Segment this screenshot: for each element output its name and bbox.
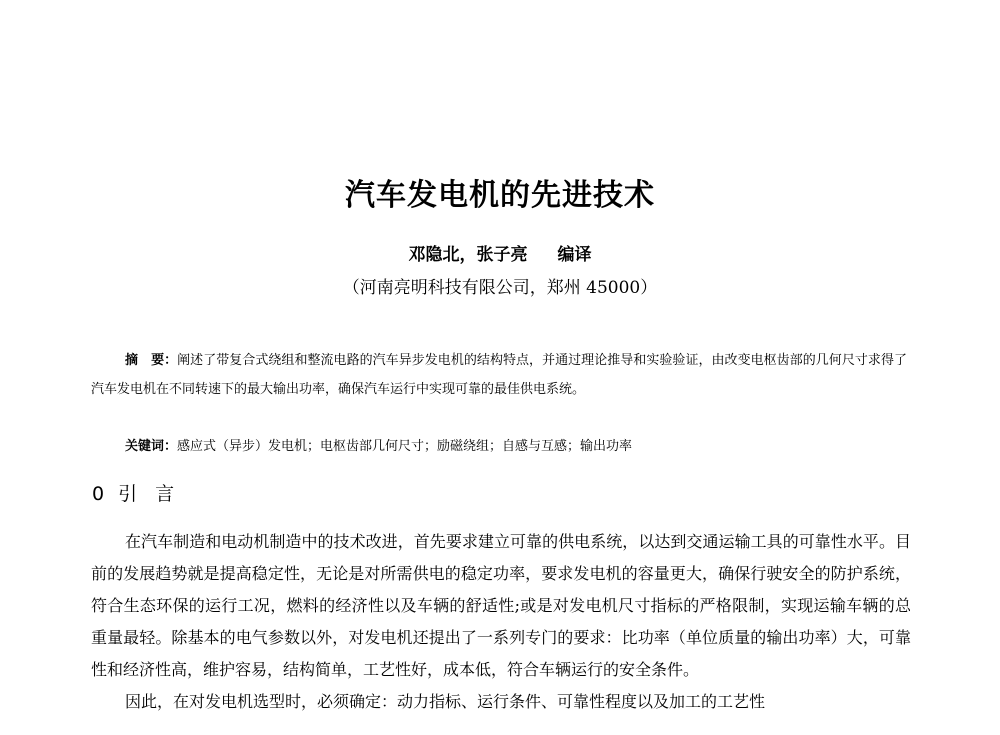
paragraph: 因此，在对发电机选型时，必须确定：动力指标、运行条件、可靠性程度以及加工的工艺性	[125, 692, 766, 711]
abstract-label: 摘 要：	[125, 353, 178, 368]
abstract	[91, 346, 907, 404]
paragraph: 在汽车制造和电动机制造中的技术改进，首先要求建立可靠的供电系统，以达到交通运输工具的可靠性水平。目前的发展趋势就是提高稳定性，无论是对所需供电的稳定功率，要求发电机的容量更大，确保行驶安全的防护系统，符合生态环保的运行工况，燃料的经济性以及车辆的舒适性;或是对发电机尺寸指标的严格限制，实现运输车辆的总重量最轻。除基本的电气参数以外，对发电机还提出了一系列专门的要求：比功率（单位质量的输出功率）大，可靠性和经济性高，维护容易，结构简单，工艺性好，成本低，符合车辆运行的安全条件。	[91, 532, 911, 679]
section-heading	[92, 481, 174, 507]
affiliation: （河南亮明科技有限公司，郑州 45000）	[342, 278, 658, 298]
keywords-text: 感应式（异步）发电机；电枢齿部几何尺寸；励磁绕组；自感与互感；输出功率	[177, 439, 633, 454]
abstract-text: 阐述了带复合式绕组和整流电路的汽车异步发电机的结构特点，并通过理论推导和实验验证，由改变电枢齿部的几何尺寸求得了汽车发电机在不同转速下的最大输出功率，确保汽车运行中实现可靠的最佳供电系统。	[91, 353, 907, 397]
authors-line	[0, 240, 1000, 265]
section-number: 0	[92, 483, 105, 505]
section-title-part-1: 引	[118, 483, 138, 505]
keywords	[125, 437, 905, 457]
section-title-part-2: 言	[155, 483, 175, 505]
author-names: 邓隐北，张子亮	[408, 245, 528, 265]
paper-title: 汽车发电机的先进技术	[345, 178, 655, 213]
author-role: 编译	[557, 245, 592, 265]
body-text	[91, 526, 911, 718]
keywords-label: 关键词：	[125, 439, 178, 454]
